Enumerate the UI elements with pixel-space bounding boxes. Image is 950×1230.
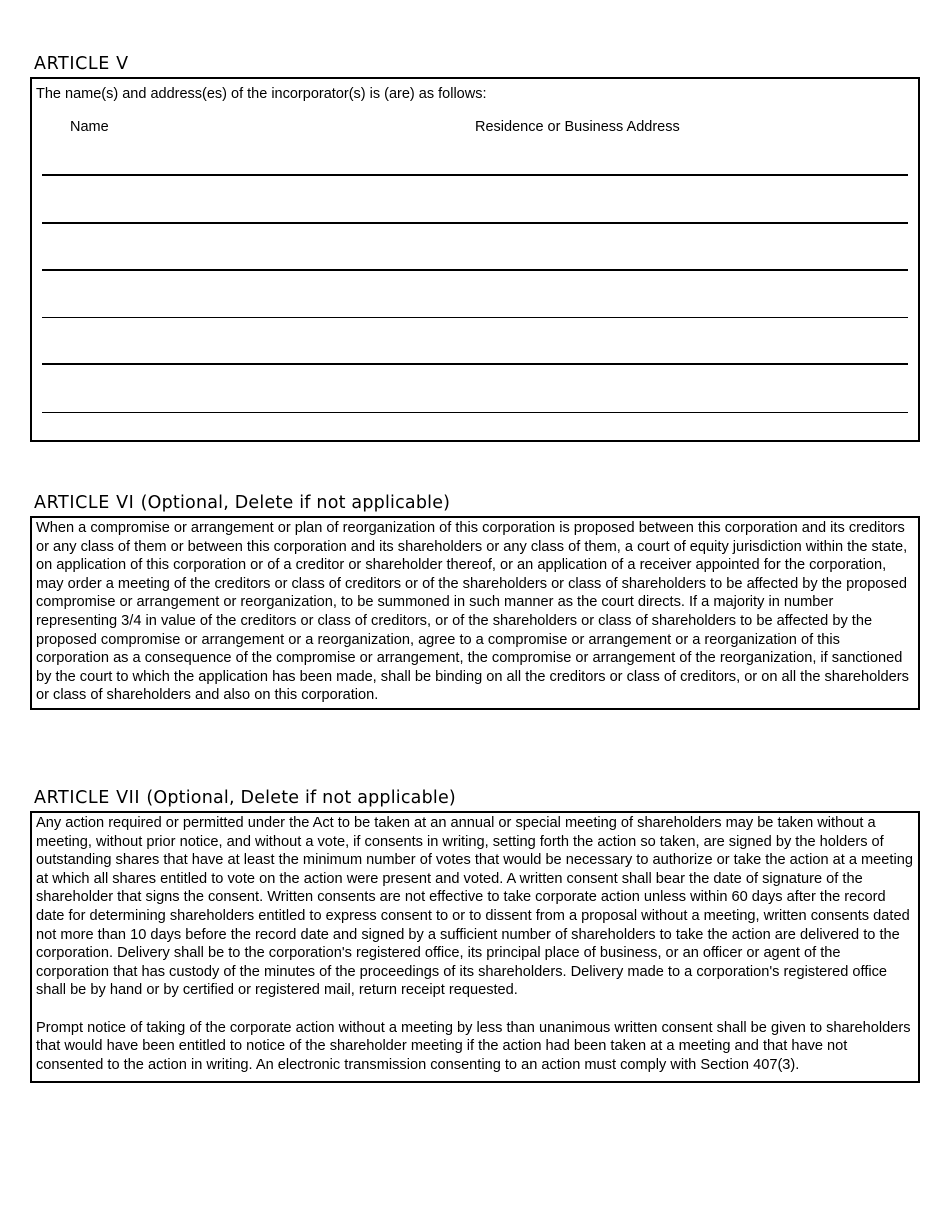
article-vii-subtitle: (Optional, Delete if not applicable) bbox=[146, 788, 456, 808]
article-v-title: ARTICLE V bbox=[34, 54, 129, 74]
article-vi-subtitle: (Optional, Delete if not applicable) bbox=[140, 493, 451, 513]
reorganization-section bbox=[30, 516, 920, 710]
incorporator-line-6[interactable] bbox=[42, 412, 908, 413]
article-vii-title: ARTICLE VII bbox=[34, 788, 141, 808]
reorganization-text: When a compromise or arrangement or plan of reorganization of this corporation is proposed between this corporation and its creditors or any class of them or between this corporation and its shareholders or any class of them, a court of equity jurisdiction within the state, on application of this corporation or of a creditor or shareholder thereof, or an application of a receiver appointed for the corporation, may order a meeting of the creditors or class of creditors or of the shareholders or class of shareholders to be affected by the proposed compromise or arrangement or reorganization, to be summoned in such manner as the court directs. If a majority in number representing 3/4 in value of the creditors or class of creditors, or of the shareholders or class of shareholders to be affected by the proposed compromise or arrangement or a reorganization, agree to a compromise or arrangement or a reorganization of this corporation as a consequence of the compromise or arrangement, the compromise or arrangement of the reorganization, if sanctioned by the court to which the application has been made, shall be binding on all the creditors or class of creditors, or on all the shareholders or class of shareholders and also on this corporation. bbox=[36, 520, 909, 704]
address-column-label: Residence or Business Address bbox=[475, 119, 680, 135]
written-consent-paragraph-1: Any action required or permitted under the Act to be taken at an annual or special meeting of shareholders may be taken without a meeting, without prior notice, and without a vote, if consents in writing, setting forth the action so taken, are signed by the holders of outstanding shares that have at least the minimum number of votes that would be necessary to authorize or take the action at a meeting at which all shares entitled to vote on the action were present and voted. A written consent shall bear the date of signature of the shareholder that signs the consent. Written consents are not effective to take corporate action unless within 60 days after the record date for determining shareholders entitled to express consent to or to dissent from a proposal without a meeting, written consents dated not more than 10 days before the record date and signed by a sufficient number of shareholders to take the action are delivered to the corporation. Delivery shall be to the corporation's registered office, its principal place of business, or an officer or agent of the corporation that has custody of the minutes of the proceedings of its shareholders. Delivery made to a corporation's registered office shall be by hand or by certified or registered mail, return receipt requested. bbox=[36, 815, 913, 999]
written-consent-section bbox=[30, 811, 920, 1083]
incorporator-line-3[interactable] bbox=[42, 269, 908, 271]
name-column-label: Name bbox=[70, 119, 109, 135]
written-consent-paragraph-2: Prompt notice of taking of the corporate action without a meeting by less than unanimous written consent shall be given to shareholders that would have been entitled to notice of the shareholder meeting if the action had been taken at a meeting and that have not consented to the action in writing. An electronic transmission consenting to an action must comply with Section 407(3). bbox=[36, 1019, 911, 1073]
article-vi-heading bbox=[34, 493, 450, 513]
incorporator-line-4[interactable] bbox=[42, 317, 908, 318]
incorporators-intro: The name(s) and address(es) of the incorporator(s) is (are) as follows: bbox=[36, 86, 487, 102]
incorporator-line-1[interactable] bbox=[42, 174, 908, 176]
incorporator-line-5[interactable] bbox=[42, 363, 908, 365]
incorporators-section bbox=[30, 77, 920, 442]
incorporator-line-2[interactable] bbox=[42, 222, 908, 224]
article-v-heading bbox=[34, 54, 129, 74]
article-vi-title: ARTICLE VI bbox=[34, 493, 135, 513]
article-vii-heading bbox=[34, 788, 456, 808]
paragraph-spacer bbox=[32, 1000, 918, 1019]
